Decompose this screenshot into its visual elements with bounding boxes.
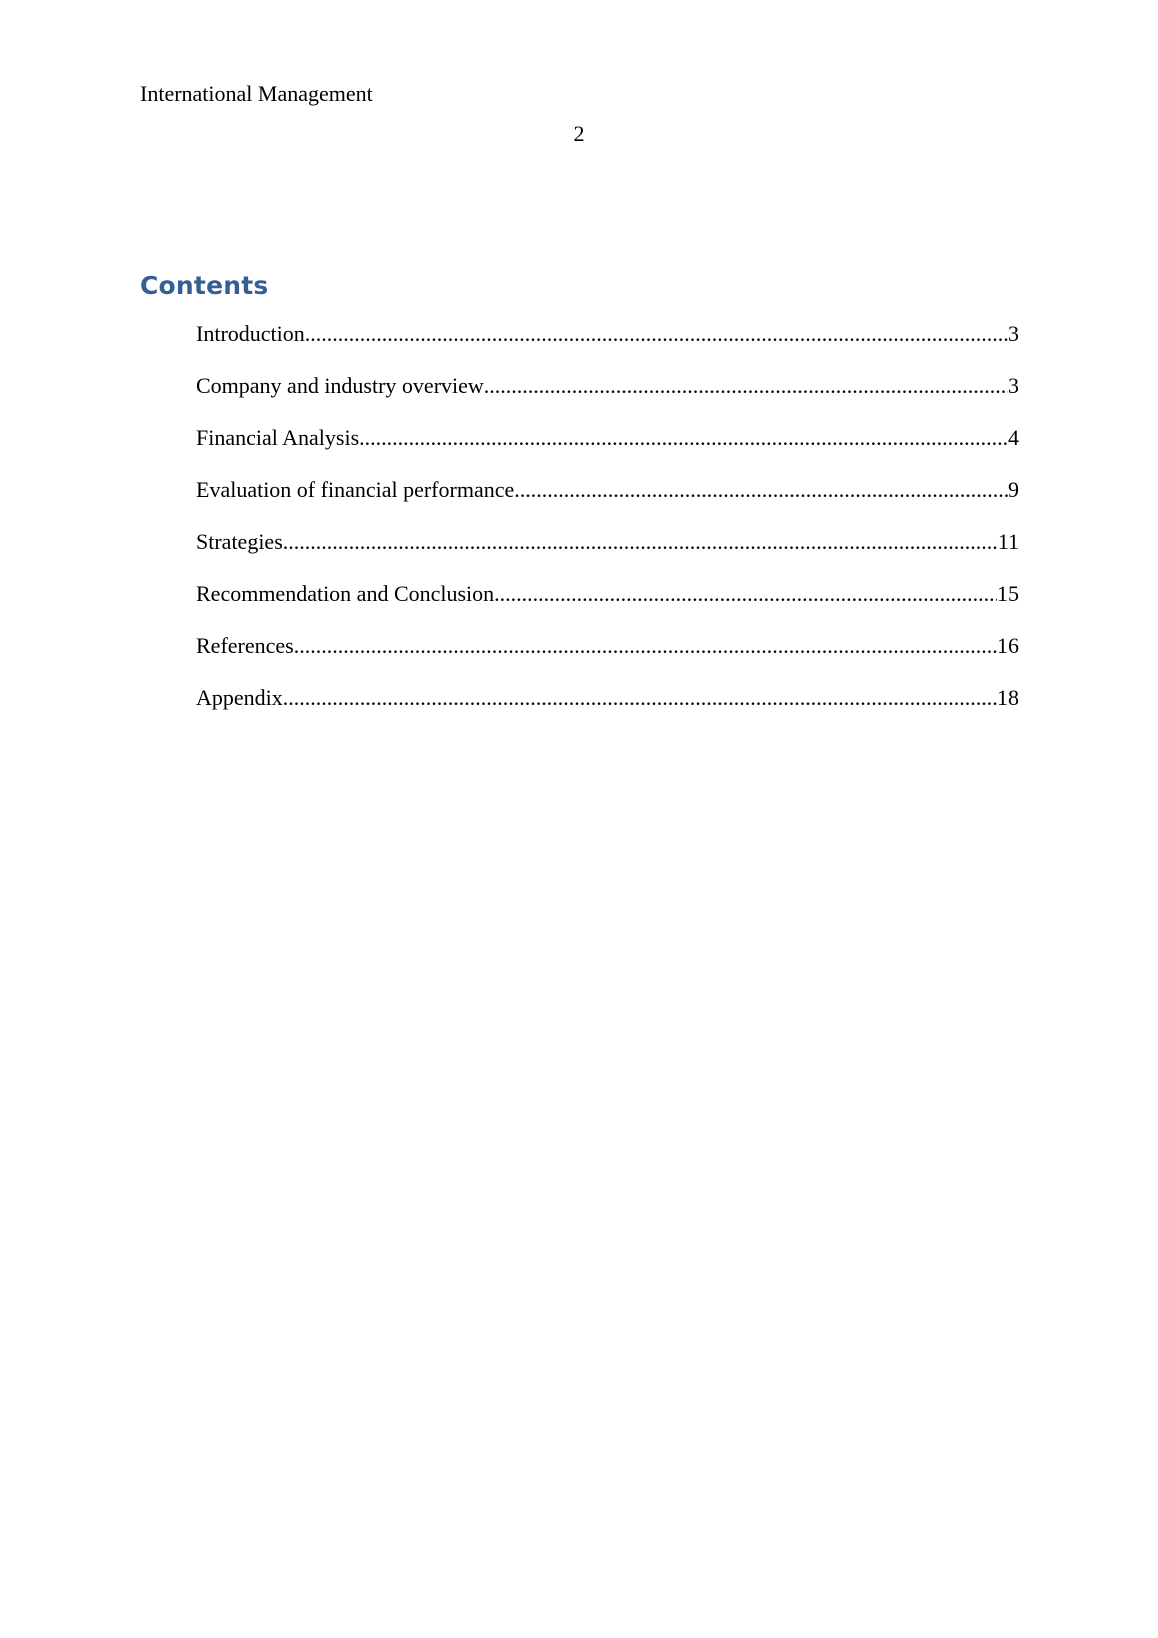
toc-entry-strategies[interactable] [196, 526, 1019, 578]
toc-entry-references[interactable] [196, 630, 1019, 682]
toc-entry-title: References [196, 633, 294, 658]
toc-entry-evaluation[interactable] [196, 474, 1019, 526]
toc-entry-recommendation[interactable] [196, 578, 1019, 630]
toc-heading: Contents [140, 271, 269, 300]
toc-entry-financial-analysis[interactable] [196, 422, 1019, 474]
toc-entry-page: 11 [997, 529, 1019, 554]
table-of-contents [196, 318, 1019, 734]
toc-entry-page: 3 [1008, 373, 1019, 398]
toc-entry-page: 18 [997, 685, 1019, 710]
toc-dot-leader [484, 370, 1008, 402]
toc-dot-leader [494, 578, 997, 610]
toc-entry-title: Company and industry overview [196, 373, 484, 398]
toc-entry-title: Recommendation and Conclusion [196, 581, 495, 606]
page-number: 2 [573, 121, 585, 146]
toc-entry-title: Strategies [196, 529, 283, 554]
toc-entry-title: Financial Analysis [196, 425, 360, 450]
toc-dot-leader [283, 682, 997, 714]
toc-entry-page: 4 [1008, 425, 1019, 450]
toc-dot-leader [359, 422, 1008, 454]
toc-dot-leader [514, 474, 1008, 506]
running-head: International Management [140, 81, 373, 106]
toc-dot-leader [283, 526, 998, 558]
toc-entry-company-overview[interactable] [196, 370, 1019, 422]
toc-entry-introduction[interactable] [196, 318, 1019, 370]
toc-entry-title: Introduction [196, 321, 305, 346]
toc-entry-appendix[interactable] [196, 682, 1019, 734]
toc-entry-title: Appendix [196, 685, 283, 710]
toc-entry-page: 15 [997, 581, 1019, 606]
toc-dot-leader [305, 318, 1008, 350]
toc-dot-leader [294, 630, 997, 662]
toc-entry-title: Evaluation of financial performance [196, 477, 515, 502]
toc-entry-page: 16 [997, 633, 1019, 658]
toc-entry-page: 3 [1008, 321, 1019, 346]
toc-entry-page: 9 [1008, 477, 1019, 502]
